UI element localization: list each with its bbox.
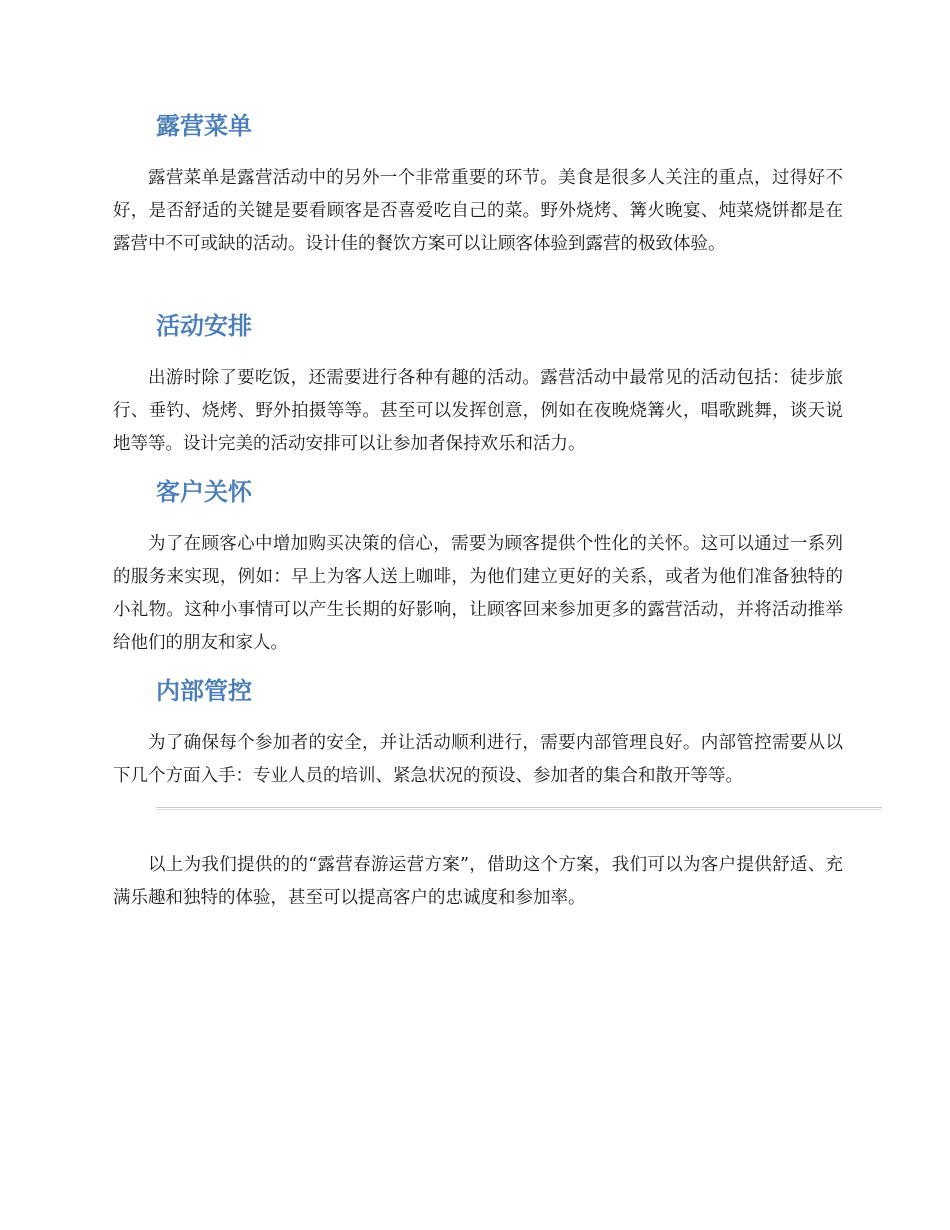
conclusion-paragraph: 以上为我们提供的的“露营春游运营方案”，借助这个方案，我们可以为客户提供舒适、充满乐趣和独特的体验，甚至可以提高客户的忠诚度和参加率。 — [113, 855, 843, 908]
section-body-activity-schedule: 出游时除了要吃饭，还需要进行各种有趣的活动。露营活动中最常见的活动包括：徒步旅行、垂钓、烧烤、野外拍摄等等。甚至可以发挥创意，例如在夜晚烧篝火，唱歌跳舞，谈天说地等等。设计完美的活动安排可以让参加者保持欢乐和活力。 — [113, 368, 843, 454]
section-heading-activity-schedule: 活动安排 — [156, 312, 252, 340]
section-heading-camping-menu: 露营菜单 — [156, 112, 252, 140]
section-body-customer-care: 为了在顾客心中增加购买决策的信心，需要为顾客提供个性化的关怀。这可以通过一系列的服务来实现，例如：早上为客人送上咖啡，为他们建立更好的关系，或者为他们准备独特的小礼物。这种小事情可以产生长期的好影响，让顾客回来参加更多的露营活动，并将活动推举给他们的朋友和家人。 — [113, 534, 843, 653]
section-heading-internal-control: 内部管控 — [156, 677, 252, 705]
section-body-camping-menu: 露营菜单是露营活动中的另外一个非常重要的环节。美食是很多人关注的重点，过得好不好，是否舒适的关键是要看顾客是否喜爱吃自己的菜。野外烧烤、篝火晚宴、炖菜烧饼都是在露营中不可或缺的活动。设计佳的餐饮方案可以让顾客体验到露营的极致体验。 — [113, 168, 843, 254]
section-heading-customer-care: 客户关怀 — [156, 478, 252, 506]
horizontal-divider — [156, 807, 882, 810]
section-body-internal-control: 为了确保每个参加者的安全，并让活动顺利进行，需要内部管理良好。内部管控需要从以下几个方面入手：专业人员的培训、紧急状况的预设、参加者的集合和散开等等。 — [113, 733, 843, 786]
